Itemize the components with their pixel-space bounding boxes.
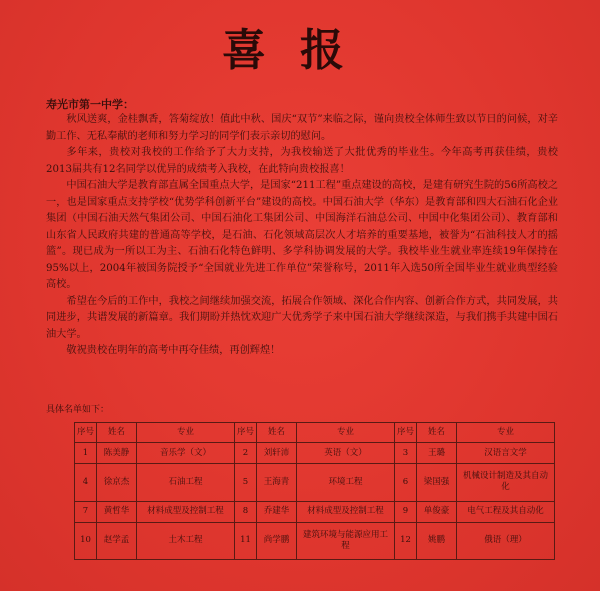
header-cell: 姓名 — [257, 423, 297, 443]
table-cell: 土木工程 — [137, 522, 235, 560]
table-cell: 11 — [235, 522, 257, 560]
table-cell: 材料成型及控制工程 — [137, 501, 235, 522]
table-cell: 尚学鹏 — [257, 522, 297, 560]
table-cell: 9 — [395, 501, 417, 522]
notice-title: 喜报 — [222, 25, 378, 76]
table-cell: 陈美静 — [97, 443, 137, 464]
header-cell: 专业 — [297, 423, 395, 443]
list-title: 具体名单如下： — [46, 405, 110, 415]
letter-body — [46, 112, 558, 360]
table-cell: 8 — [235, 501, 257, 522]
table-cell: 10 — [75, 522, 97, 560]
table-cell: 单俊豪 — [417, 501, 457, 522]
paragraph: 多年来，贵校对我校的工作给予了大力支持，为我校输送了大批优秀的毕业生。今年高考再获佳绩，贵校2013届共有12名同学以优异的成绩考入我校，在此特向贵校报喜！ — [46, 147, 558, 175]
table-cell: 徐京杰 — [97, 464, 137, 502]
paragraph: 中国石油大学是教育部直属全国重点大学，是国家“211工程”重点建设的高校，是建有研究生院的56所高校之一，也是国家重点支持学校“优势学科创新平台”建设的高校。中国石油大学（华东）是教育部和四大石油石化企业集团（中国石油天然气集团公司、中国石油化工集团公司、中国海洋石油总公司、中国中化集团公司）、教育部和山东省人民政府共建的普通高等学校，是石油、石化领域高层次人才培养的重要基地，被誉为“石油科技人才的摇篮”。现已成为一所以工为主、石油石化特色鲜明、多学科协调发展的大学。我校毕业生就业率连续19年保持在95%以上，2004年被国务院授予“全国就业先进工作单位”荣誉称号，2011年入选50所全国毕业生就业典型经验高校。 — [46, 180, 558, 290]
header-cell: 姓名 — [417, 423, 457, 443]
table-cell: 黄哲华 — [97, 501, 137, 522]
table-cell: 5 — [235, 464, 257, 502]
table-cell: 电气工程及其自动化 — [457, 501, 555, 522]
table-row — [75, 501, 555, 522]
paragraph: 希望在今后的工作中，我校之间继续加强交流，拓展合作领域、深化合作内容、创新合作方式，共同发展，共同进步，共谱发展的新篇章。我们期盼并热忱欢迎广大优秀学子来中国石油大学继续深造，与我们携手共建中国石油大学。 — [46, 295, 558, 340]
table-row — [75, 464, 555, 502]
table-cell: 3 — [395, 443, 417, 464]
table-cell: 机械设计制造及其自动化 — [457, 464, 555, 502]
table-cell: 音乐学（文） — [137, 443, 235, 464]
table-cell: 乔建华 — [257, 501, 297, 522]
header-cell: 专业 — [137, 423, 235, 443]
admission-table — [74, 422, 555, 560]
table-cell: 王海青 — [257, 464, 297, 502]
table-cell: 环境工程 — [297, 464, 395, 502]
table-cell: 2 — [235, 443, 257, 464]
table-cell: 王璐 — [417, 443, 457, 464]
header-cell: 专业 — [457, 423, 555, 443]
table-cell: 1 — [75, 443, 97, 464]
header-cell: 姓名 — [97, 423, 137, 443]
table-cell: 材料成型及控制工程 — [297, 501, 395, 522]
table-row — [75, 443, 555, 464]
table-cell: 刘轩沛 — [257, 443, 297, 464]
table-cell: 石油工程 — [137, 464, 235, 502]
table-cell: 赵学孟 — [97, 522, 137, 560]
table-cell: 建筑环境与能源应用工程 — [297, 522, 395, 560]
header-cell: 序号 — [235, 423, 257, 443]
table-cell: 12 — [395, 522, 417, 560]
table-row — [75, 522, 555, 560]
paragraph: 敬祝贵校在明年的高考中再夺佳绩，再创辉煌！ — [66, 345, 281, 356]
table-cell: 汉语言文学 — [457, 443, 555, 464]
greeting: 寿光市第一中学： — [46, 98, 134, 111]
table-cell: 俄语（理） — [457, 522, 555, 560]
table-cell: 4 — [75, 464, 97, 502]
table-header-row — [75, 423, 555, 443]
header-cell: 序号 — [75, 423, 97, 443]
table-cell: 英语（文） — [297, 443, 395, 464]
table-cell: 姚鹏 — [417, 522, 457, 560]
table-cell: 梁国强 — [417, 464, 457, 502]
table-cell: 6 — [395, 464, 417, 502]
table-cell: 7 — [75, 501, 97, 522]
header-cell: 序号 — [395, 423, 417, 443]
paragraph: 秋风送爽，金桂飘香，答菊绽放！值此中秋、国庆“双节”来临之际，谨向贵校全体师生致以节日的问候，对辛勤工作、无私奉献的老师和努力学习的同学们表示亲切的慰问。 — [46, 114, 558, 142]
